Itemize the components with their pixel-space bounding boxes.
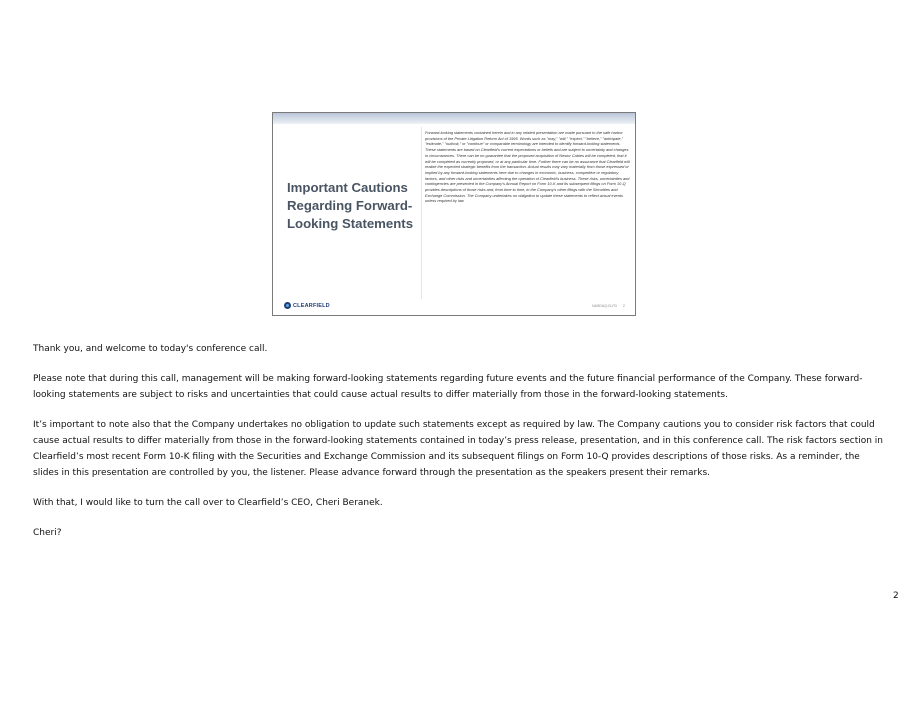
logo-text: CLEARFIELD <box>293 302 330 309</box>
ticker-symbol: NASDAQ:CLFD <box>592 304 618 308</box>
slide-thumbnail <box>272 112 636 316</box>
clearfield-logo <box>284 302 330 309</box>
slide-title: Important Cautions Regarding Forward- Looking Statements <box>287 180 414 231</box>
page-number: 2 <box>893 591 899 601</box>
clearfield-logo-icon <box>284 302 291 309</box>
notes-paragraph-cheri: Cheri? <box>33 528 62 538</box>
slide-footer <box>592 304 625 308</box>
slide-header-bar <box>273 113 635 124</box>
speaker-notes <box>33 341 888 555</box>
notes-paragraph-handoff: With that, I would like to turn the call over to Clearfield’s CEO, Cheri Beranek. <box>33 498 383 508</box>
notes-paragraph-risk-factors: It’s important to note also that the Company undertakes no obligation to update such statements except as required by law. The Company cautions you to consider risk factors that could cause actual results to differ materially from those in the forward-looking statements contained in today’s press release, presentation, and in this conference call. The risk factors section in Clearfield’s most recent Form 10-K filing with the Securities and Exchange Commission and its subsequent filings on Form 10-Q provides descriptions of those risks. As a reminder, the slides in this presentation are controlled by you, the listener. Please advance forward through the presentation as the speakers present their remarks. <box>33 420 884 478</box>
slide-page-number: 2 <box>623 304 625 308</box>
slide-disclaimer-text: Forward-looking statements contained herein and in any related presentation are made pursuant to the safe harbor provisions of the Private Litigation Reform Act of 1995. Words such as "may," "will," "expect," "believe," "anticipate," "estimate," "outlook," or "continue" or comparable terminology are intended to identify forward-looking statements. These statements are based on Clearfield's current expectations or beliefs and are subject to uncertainty and changes in circumstances. There can be no guarantee that the proposed acquisition of Nestor Cables will be completed, that it will be completed as currently proposed, or at any particular time. Further there can be no assurance that Clearfield will realize the expected strategic benefits from the transaction. Actual results may vary materially from those expressed or implied by any forward-looking statements here due to changes in economic, business, competitive or regulatory factors, and other risks and uncertainties affecting the operation of Clearfield's business. These risks, uncertainties and contingencies are presented in the Company's Annual Report on Form 10-K and its subsequent filings on Form 10-Q provides descriptions of those risks and, from time to time, in the Company's other filings with the Securities and Exchange Commission. The Company undertakes no obligation to update these statements to reflect actual events unless required by law. <box>425 130 630 204</box>
notes-paragraph-welcome: Thank you, and welcome to today's conference call. <box>33 344 268 354</box>
notes-paragraph-forward-looking: Please note that during this call, management will be making forward-looking statements regarding future events and the future financial performance of the Company. These forward-looking statements are subject to risks and uncertainties that could cause actual results to differ materially from those in the forward-looking statements. <box>33 374 863 400</box>
